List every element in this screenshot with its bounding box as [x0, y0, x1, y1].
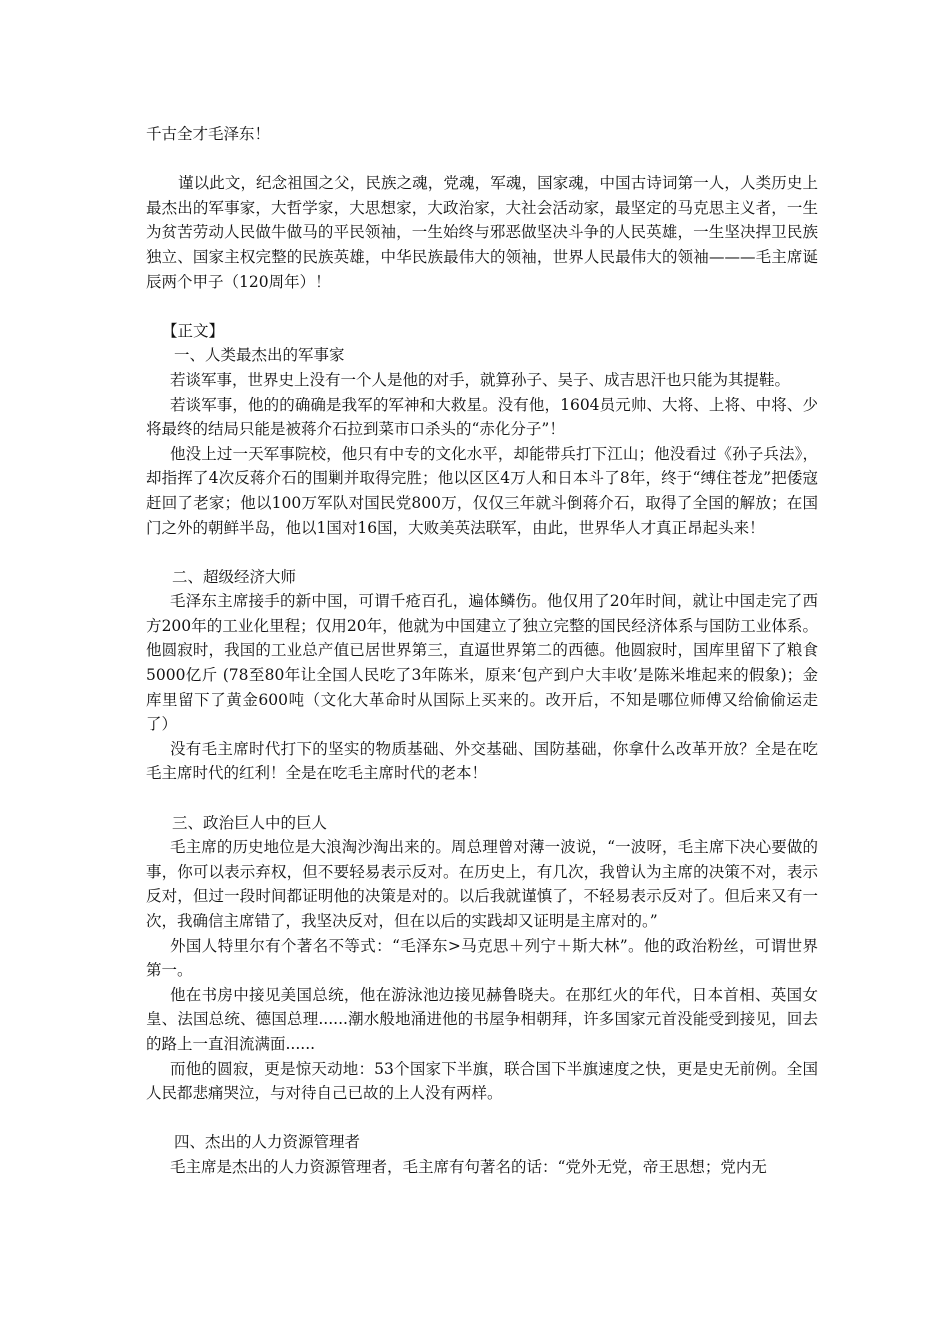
section-paragraph: 毛主席的历史地位是大浪淘沙淘出来的。周总理曾对薄一波说，“一波呀，毛主席下决心要做的事，你可以表示弃权，但不要轻易表示反对。在历史上，有几次，我曾认为主席的决策不对，表示反对，但过一段时间都证明他的决策是对的。以后我就谨慎了，不轻易表示反对了。但后来又有一次，我确信主席错了，我坚决反对，但在以后的实践却又证明是主席对的。” [146, 838, 818, 930]
section-heading-military: 一、人类最杰出的军事家 [174, 346, 345, 365]
spacer [146, 294, 818, 319]
section-heading-hr: 四、杰出的人力资源管理者 [174, 1133, 361, 1152]
section-paragraph: 毛泽东主席接手的新中国，可谓千疮百孔，遍体鳞伤。他仅用了20年时间，就让中国走完了西方200年的工业化里程；仅用20年，他就为中国建立了独立完整的国民经济体系与国防工业体系。他圆寂时，我国的工业总产值已居世界第三，直逼世界第二的西德。他圆寂时，国库里留下了粮食5000亿斤 (78至80年让全国人民吃了3年陈米，原来‘包产到户大丰收’是陈米堆起来的假象)；金库里留下了黄金600吨（文化大革命时从国际上买来的。改开后，不知是哪位师傅又给偷偷运走了） [146, 592, 818, 734]
section-paragraph: 若谈军事，他的的确确是我军的军神和大救星。没有他，1604员元帅、大将、上将、中将、少将最终的结局只能是被蒋介石拉到菜市口杀头的“赤化分子”！ [146, 395, 818, 439]
body-label: 【正文】 [162, 321, 225, 340]
section-paragraph: 外国人特里尔有个著名不等式：“毛泽东>马克思＋列宁＋斯大林”。他的政治粉丝，可谓世界第一。 [146, 936, 818, 980]
document-title: 千古全才毛泽东！ [146, 125, 271, 143]
spacer [146, 1106, 818, 1131]
section-heading-politics: 三、政治巨人中的巨人 [172, 813, 328, 832]
section-paragraph: 而他的圆寂，更是惊天动地：53个国家下半旗，联合国下半旗速度之快，更是史无前例。全国人民都悲痛哭泣，与对待自己已故的上人没有两样。 [146, 1059, 818, 1103]
section-paragraph: 他在书房中接见美国总统，他在游泳池边接见赫鲁晓夫。在那红火的年代，日本首相、英国女皇、法国总统、德国总理......潮水般地涌进他的书屋争相朝拜，许多国家元首没能受到接见，回去的路上一直泪流满面...... [146, 985, 818, 1053]
spacer [146, 786, 818, 811]
spacer [146, 540, 818, 565]
section-heading-economics: 二、超级经济大师 [172, 567, 297, 586]
section-paragraph: 毛主席是杰出的人力资源管理者，毛主席有句著名的话：“党外无党，帝王思想；党内无 [170, 1157, 767, 1176]
section-paragraph: 他没上过一天军事院校，他只有中专的文化水平，却能带兵打下江山；他没看过《孙子兵法》，却指挥了4次反蒋介石的围剿并取得完胜；他以区区4万人和日本斗了8年，终于“缚住苍龙”把倭寇赶回了老家；他以100万军队对国民党800万，仅仅三年就斗倒蒋介石，取得了全国的解放；在国门之外的朝鲜半岛，他以1国对16国，大败美英法联军，由此，世界华人才真正昂起头来！ [146, 444, 818, 537]
section-paragraph: 没有毛主席时代打下的坚实的物质基础、外交基础、国防基础，你拿什么改革开放？全是在吃毛主席时代的红利！全是在吃毛主席时代的老本！ [146, 739, 818, 783]
section-paragraph: 若谈军事，世界史上没有一个人是他的对手，就算孙子、吴子、成吉思汗也只能为其提鞋。 [170, 370, 791, 389]
intro-paragraph: 谨以此文，纪念祖国之父，民族之魂，党魂，军魂，国家魂，中国古诗词第一人，人类历史上最杰出的军事家，大哲学家，大思想家，大政治家，大社会活动家，最坚定的马克思主义者，一生为贫苦劳动人民做牛做马的平民领袖，一生始终与邪恶做坚决斗争的人民英雄，一生坚决捍卫民族独立、国家主权完整的民族英雄，中华民族最伟大的领袖，世界人民最伟大的领袖———毛主席诞辰两个甲子（120周年）！ [146, 174, 818, 291]
document-body [146, 122, 818, 1180]
